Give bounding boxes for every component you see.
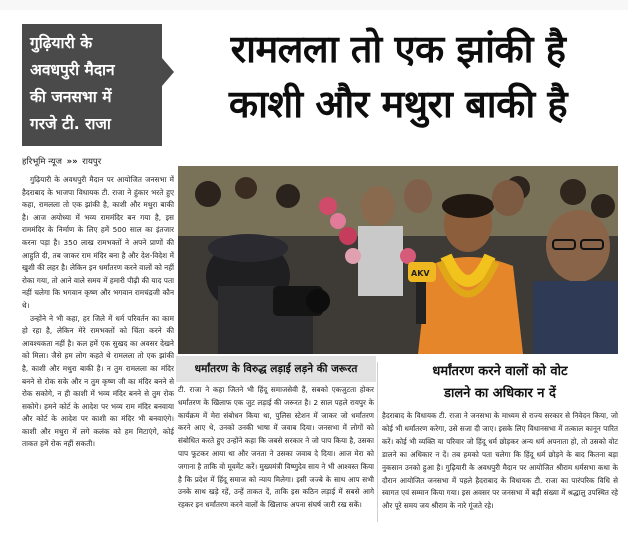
crowd-head — [195, 181, 221, 207]
sub-left-heading: धर्मांतरण के विरुद्ध लड़ाई लड़ने की जरूरत — [176, 356, 376, 382]
main-story — [22, 174, 174, 526]
column-divider — [377, 362, 378, 522]
sub-right-heading-line-2: डालने का अधिकार न दें — [444, 386, 556, 401]
crowd-face — [492, 180, 524, 216]
cameraman-beret — [208, 234, 288, 262]
headline — [178, 22, 618, 132]
camera-lens — [306, 289, 330, 313]
byline-place: रायपुर — [82, 157, 102, 167]
crowd-head — [276, 184, 300, 208]
sub-right-heading-line-1: धर्मांतरण करने वालों को वोट — [432, 364, 568, 379]
news-photo-illustration — [178, 166, 618, 354]
flower — [400, 248, 416, 264]
kicker-line-2: अवधपुरी मैदान — [30, 61, 115, 79]
speaker-hair — [442, 194, 494, 218]
kicker-arrow — [162, 58, 174, 86]
kicker-line-3: की जनसभा में — [30, 88, 112, 106]
main-story-paragraph-2: उन्होंने ने भी कहा, हर जिले में धर्म परिवर्तन का काम हो रहा है, लेकिन मेरे रामभक्तों को चिंता करने की आवश्यकता नहीं है। कल हमें एक सुखद का अवसर देखने को मिला। जैसे हम लोग कहते थे रामलला तो एक झांकी है, काशी और मथुरा बाकी है। न तुम रामलला का मंदिर बनने से रोक सके और न तुम कृष्ण जी का मंदिर बनने से रोक सकोगे, न ही काशी में भव्य मंदिर बनने से तुम रोक सकोगे। हमने कोर्ट के आदेश पर भव्य राम मंदिर बनवाया और कोर्ट के आदेश पर काशी का मंदिर भी बनवाएंगे। काशी और मथुरा में लगे कलंक को हम मिटाएंगे, कोई ताकत हमें रोक नहीं सकती। — [22, 313, 174, 449]
sub-right-heading — [380, 356, 620, 410]
kicker-line-4: गरजे टी. राजा — [30, 115, 111, 133]
kicker-text — [30, 30, 160, 138]
flower — [330, 213, 346, 229]
crowd-head — [235, 177, 257, 199]
byline-source: हरिभूमि न्यूज — [22, 157, 62, 167]
microphone-label: AKV — [411, 269, 430, 278]
sub-left-body: टी. राजा ने कहा जितने भी हिंदू समाजसेवी हैं, सबको एकजुटता होकर धर्मांतरण के खिलाफ एक जुट लड़ाई की जरूरत है। 2 साल पहले रायपुर के कार्यक्रम में मेरा संबोधन किया था, पुलिस स्टेशन में जाकर जो धर्मांतरण करने आए थे, उनको उनकी भाषा में जवाब दिया। जनसभा में लोगों को संबोधित करते हुए उन्होंने कहा कि जबसे सरकार ने जो पाप किया है, उसका पाप फूटकर आया था और जनता ने उसका जवाब दे दिया। आज मेरा को जगाना है ताकि वो मूवमेंट करें। मुख्यमंत्री विष्णुदेव साय ने भी आश्वस्त किया है कि प्रदेश में हिंदू समाज को न्याय मिलेगा। इसी जज्बे के साथ आप सभी उनके साथ खड़े रहें, उन्हें ताकत दें, ताकि इस कठिन लड़ाई में सबसे आगे रहकर इन धर्मांतरण करने वालों के खिलाफ अपना संघर्ष जारी रख सकें। — [178, 385, 374, 510]
flower — [319, 197, 337, 215]
center-person-face — [361, 186, 395, 226]
center-person-shirt — [358, 226, 403, 296]
microphone-handle — [416, 282, 426, 324]
flower — [339, 227, 357, 245]
main-story-paragraph-1: गुढ़ियारी के अवधपुरी मैदान पर आयोजित जनसभा में हैदराबाद के भाजपा विधायक टी. राजा ने हुंकार भरते हुए कहा, रामलला तो एक झांकी है, काशी और मथुरा बाकी है। आज अयोध्या में भव्य राममंदिर बन गया है, इस राममंदिर के निर्माण के लिए हमें 500 साल का इंतजार करना पड़ा है। 350 लाख रामभक्तों ने अपने प्राणों की आहुति दी, तब जाकर राम मंदिर बना है और देश-विदेश में खुशी की लहर है। लेकिन इन धर्मांतरण करने वालों को नहीं रोका गया, तो आने वाले समय में हमारी पीढ़ी की याद पता नहीं चलेगा कि भगवान कृष्ण और भगवान रामचंद्रजी कौन थे। — [22, 175, 174, 310]
crowd-head — [591, 194, 615, 218]
byline — [22, 156, 101, 167]
flower — [345, 248, 361, 264]
byline-arrows: »» — [66, 157, 78, 167]
right-man-face — [546, 210, 610, 282]
crowd-head — [560, 179, 586, 205]
right-man-shirt — [533, 281, 618, 354]
news-photo — [178, 166, 618, 354]
headline-line-1: रामलला तो एक झांकी है — [230, 27, 566, 71]
sub-right-body: हैदराबाद के विधायक टी. राजा ने जनसभा के माध्यम से राज्य सरकार से निवेदन किया, जो कोई भी धर्मांतरण करेगा, उसे सजा दी जाए। इसके लिए विधानसभा में तत्काल कानून पारित करें। कोई भी व्यक्ति या परिवार जो हिंदू धर्म छोड़कर अन्य धर्म अपनाता हो, तो उसको वोट डालने का अधिकार न दें। तब हमको पता चलेगा कि हिंदू धर्म छोड़ने के बाद कितना बड़ा नुकसान उनको हुआ है। गुढ़ियारी के अवधपुरी मैदान पर आयोजित श्रीराम धर्मसभा कथा के दौरान आयोजित जनसभा में पहले हैदराबाद के विधायक टी. राजा का पारंपरिक विधि से स्वागत एवं सम्मान किया गया। इस अवसर पर जनसभा में बड़ी संख्या में श्रद्धालु उपस्थित रहे और पूरे समय जय श्रीराम के नारे गूंजते रहे। — [382, 411, 618, 511]
top-strip — [0, 0, 628, 10]
headline-line-2: काशी और मथुरा बाकी है — [228, 82, 568, 126]
crowd-face — [404, 179, 432, 213]
kicker-line-1: गुढ़ियारी के — [30, 34, 93, 52]
